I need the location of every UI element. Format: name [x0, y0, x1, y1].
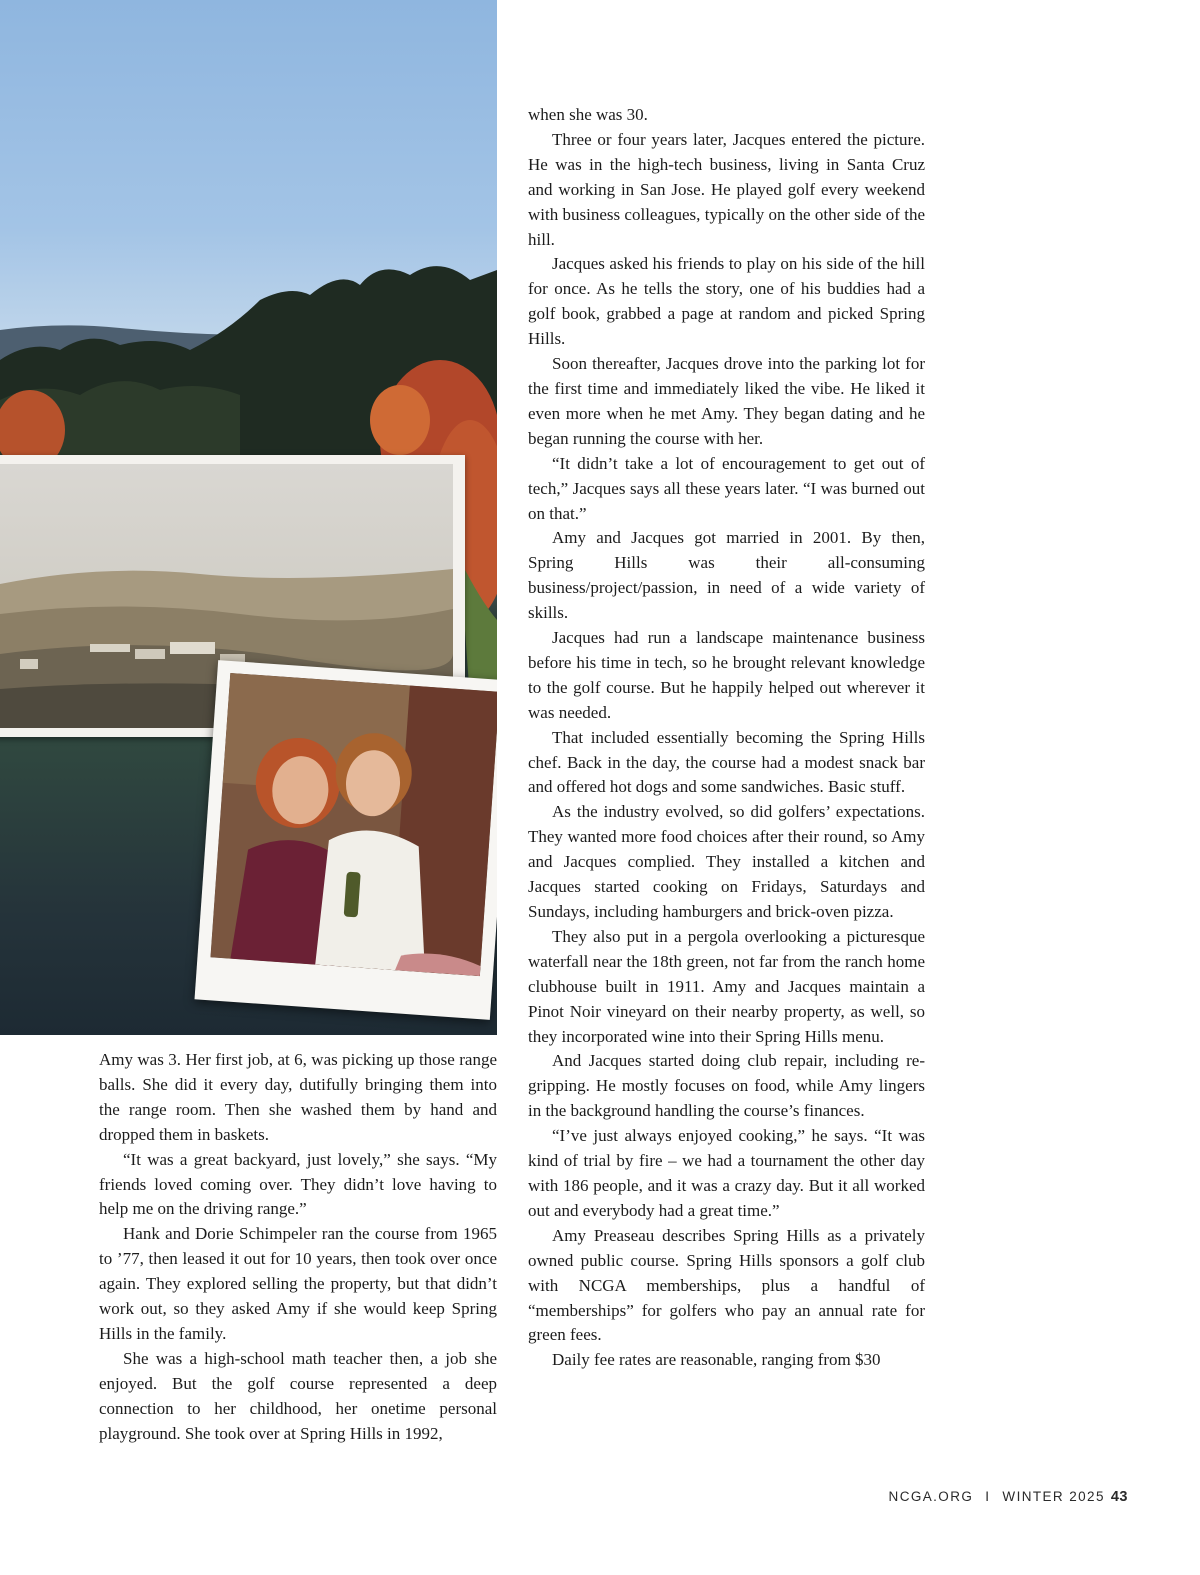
body-paragraph: when she was 30.: [528, 105, 648, 124]
landscape-photo: [0, 0, 497, 1035]
folio-issue: WINTER 2025: [1002, 1489, 1105, 1504]
body-paragraph: She was a high-school math teacher then, a job she enjoyed. But the golf course represented a deep connection to her childhood, her onetime personal playground. She took over at Spring Hills in 1992,: [99, 1348, 497, 1443]
folio-site: NCGA.ORG: [888, 1489, 974, 1504]
body-paragraph: Amy and Jacques got married in 2001. By then, Spring Hills was their all-consuming business/project/passion, in need of a wide variety of skills.: [528, 528, 925, 623]
body-paragraph: As the industry evolved, so did golfers’ expectations. They wanted more food choices after their round, so Amy and Jacques complied. They installed a kitchen and Jacques started cooking on Fridays, Saturdays and Sundays, including hamburgers and brick-oven pizza.: [528, 802, 925, 921]
article-column-right: [528, 103, 925, 1373]
body-paragraph: And Jacques started doing club repair, including re-gripping. He mostly focuses on food, while Amy lingers in the background handling the course’s finances.: [528, 1051, 925, 1121]
body-paragraph: “It was a great backyard, just lovely,” she says. “My friends loved coming over. They didn’t love having to help me on the driving range.”: [99, 1149, 497, 1219]
body-paragraph: Jacques had run a landscape maintenance business before his time in tech, so he brought relevant knowledge to the golf course. But he happily helped out wherever it was needed.: [528, 628, 925, 722]
body-paragraph: Amy was 3. Her first job, at 6, was picking up those range balls. She did it every day, dutifully bringing them into the range room. Then she washed them by hand and dropped them in baskets.: [99, 1050, 497, 1144]
page-number: 43: [1110, 1489, 1128, 1505]
page-folio: [889, 1489, 1128, 1505]
article-column-left: [99, 1048, 497, 1447]
folio-separator: I: [985, 1489, 991, 1504]
body-paragraph: “It didn’t take a lot of encouragement to get out of tech,” Jacques says all these years later. “I was burned out on that.”: [528, 453, 925, 523]
body-paragraph: Amy Preaseau describes Spring Hills as a privately owned public course. Spring Hills sponsors a golf club with NCGA memberships, plus a handful of “memberships” for golfers who pay an annual rate for green fees.: [528, 1225, 925, 1345]
polaroid-photo: [195, 660, 497, 1020]
body-paragraph: Jacques asked his friends to play on his side of the hill for once. As he tells the story, one of his buddies had a golf book, grabbed a page at random and picked Spring Hills.: [528, 254, 925, 349]
body-paragraph: Soon thereafter, Jacques drove into the parking lot for the first time and immediately liked the vibe. He liked it even more when he met Amy. They began dating and he began running the course with her.: [528, 354, 925, 448]
body-paragraph: That included essentially becoming the Spring Hills chef. Back in the day, the course had a modest snack bar and offered hot dogs and some sandwiches. Basic stuff.: [528, 727, 925, 797]
body-paragraph: They also put in a pergola overlooking a picturesque waterfall near the 18th green, not far from the ranch home clubhouse built in 1911. Amy and Jacques maintain a Pinot Noir vineyard on their nearby property, as well, so they incorporated wine into their Spring Hills menu.: [528, 926, 925, 1046]
body-paragraph: “I’ve just always enjoyed cooking,” he says. “It was kind of trial by fire – we had a tournament the other day with 186 people, and it was a crazy day. But it all worked out and everybody had a great time.”: [528, 1126, 925, 1220]
body-paragraph: Hank and Dorie Schimpeler ran the course from 1965 to ’77, then leased it out for 10 years, then took over once again. They explored selling the property, but that didn’t work out, so they asked Amy if she would keep Spring Hills in the family.: [99, 1224, 497, 1343]
body-paragraph: Three or four years later, Jacques entered the picture. He was in the high-tech business, living in Santa Cruz and working in San Jose. He played golf every weekend with business colleagues, typically on the other side of the hill.: [528, 129, 925, 249]
couple-portrait: [210, 673, 497, 976]
body-paragraph: Daily fee rates are reasonable, ranging from $30: [552, 1350, 881, 1370]
